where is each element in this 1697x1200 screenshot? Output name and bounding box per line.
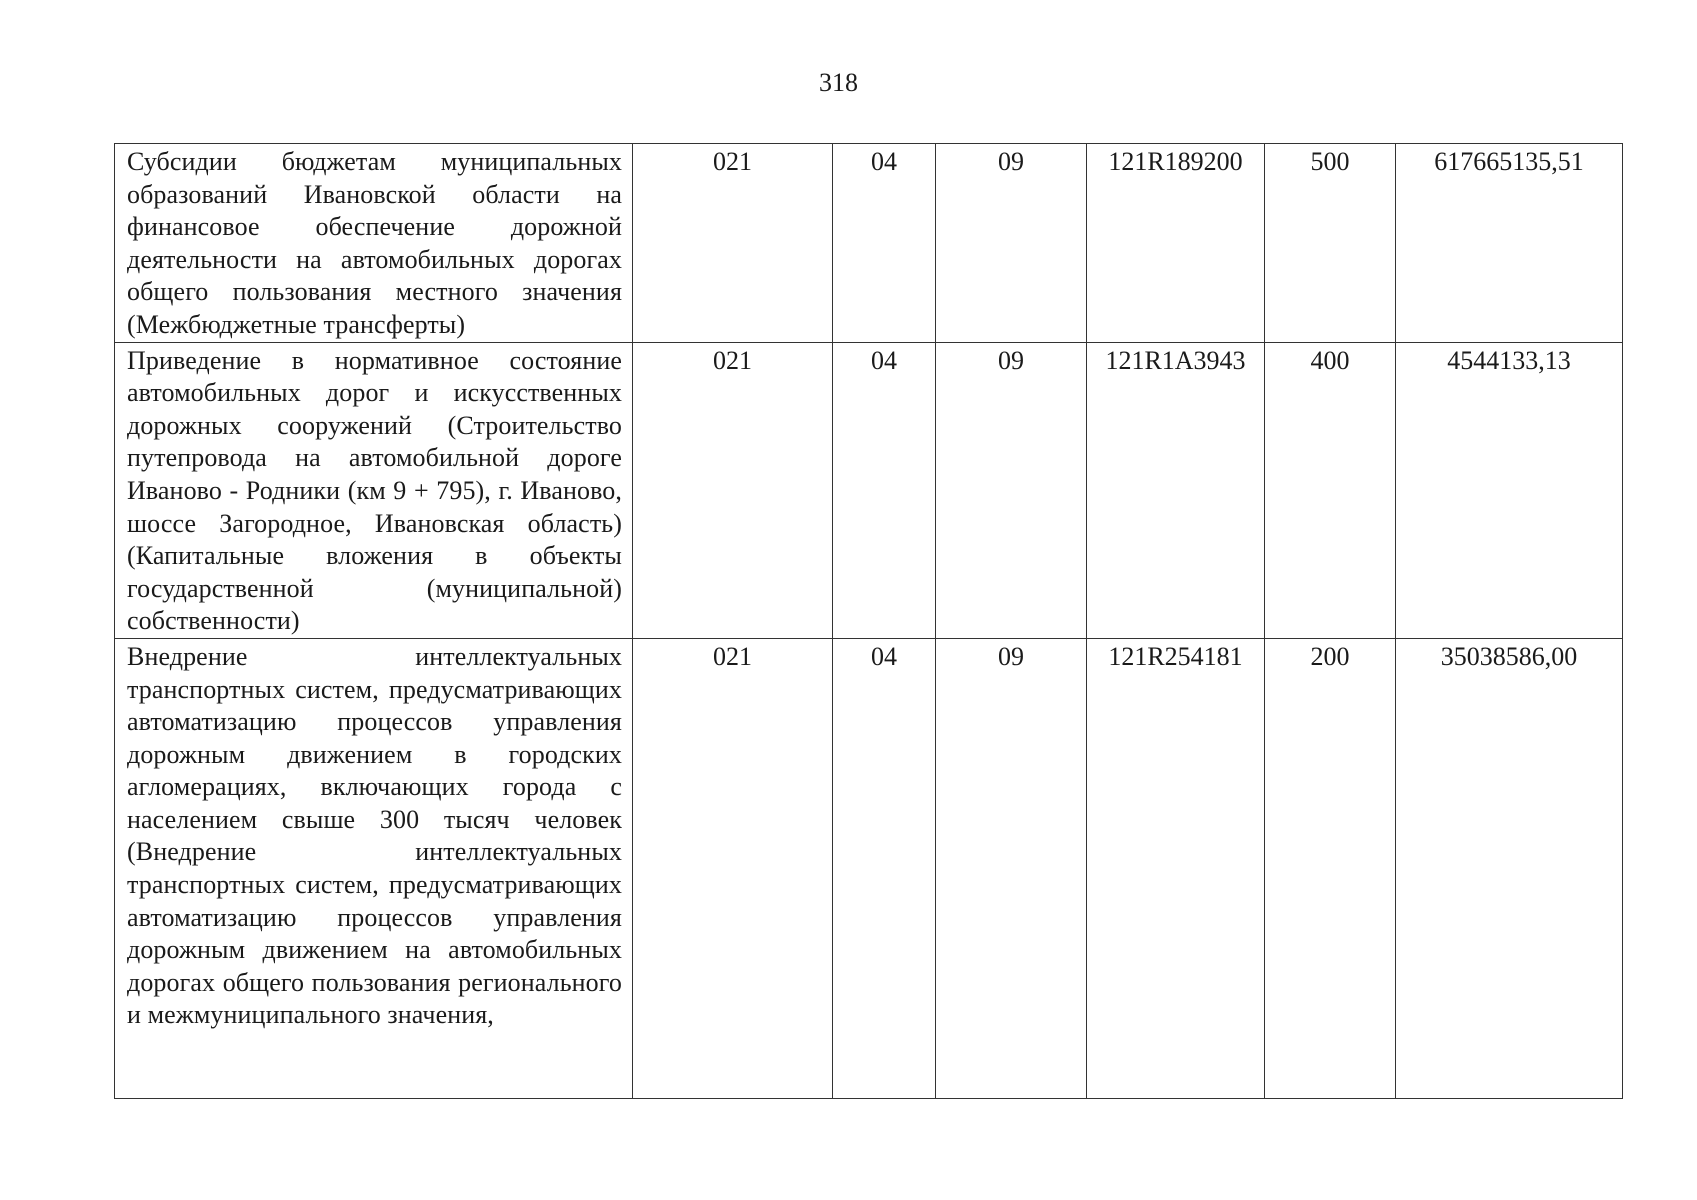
row-description: Приведение в нормативное состояние автомобильных дорог и искусственных дорожных сооружений (Строительство путепровода на автомобильной дороге Иваново - Родники (км 9 + 795), г. Иваново, шоссе Загородное, Ивановская область) (Капитальные вложения в объекты государственной (муниципальной) собственности) (115, 342, 633, 638)
expense-type-cell: 200 (1265, 638, 1396, 1098)
section-cell: 04 (833, 144, 936, 343)
budget-table (114, 143, 1623, 1099)
ministry-code-cell: 021 (633, 638, 833, 1098)
page-number: 318 (819, 68, 858, 97)
target-article-cell: 121R1A3943 (1087, 342, 1265, 638)
target-article-cell: 121R189200 (1087, 144, 1265, 343)
amount-cell: 35038586,00 (1396, 638, 1623, 1098)
expense-type-cell: 500 (1265, 144, 1396, 343)
subsection-cell: 09 (936, 342, 1087, 638)
row-description: Внедрение интеллектуальных транспортных систем, предусматривающих автоматизацию процессов управления дорожным движением в городских агломерациях, включающих города с населением свыше 300 тысяч человек (Внедрение интеллектуальных транспортных систем, предусматривающих автоматизацию процессов управления дорожным движением на автомобильных дорогах общего пользования регионального и межмуниципального значения, (115, 638, 633, 1098)
expense-type-cell: 400 (1265, 342, 1396, 638)
target-article-cell: 121R254181 (1087, 638, 1265, 1098)
ministry-code-cell: 021 (633, 342, 833, 638)
table-row (115, 144, 1623, 343)
table-row (115, 638, 1623, 1098)
ministry-code-cell: 021 (633, 144, 833, 343)
section-cell: 04 (833, 638, 936, 1098)
section-cell: 04 (833, 342, 936, 638)
table-row (115, 342, 1623, 638)
amount-cell: 4544133,13 (1396, 342, 1623, 638)
subsection-cell: 09 (936, 638, 1087, 1098)
subsection-cell: 09 (936, 144, 1087, 343)
row-description: Субсидии бюджетам муниципальных образований Ивановской области на финансовое обеспечение дорожной деятельности на автомобильных дорогах общего пользования местного значения (Межбюджетные трансферты) (115, 144, 633, 343)
amount-cell: 617665135,51 (1396, 144, 1623, 343)
